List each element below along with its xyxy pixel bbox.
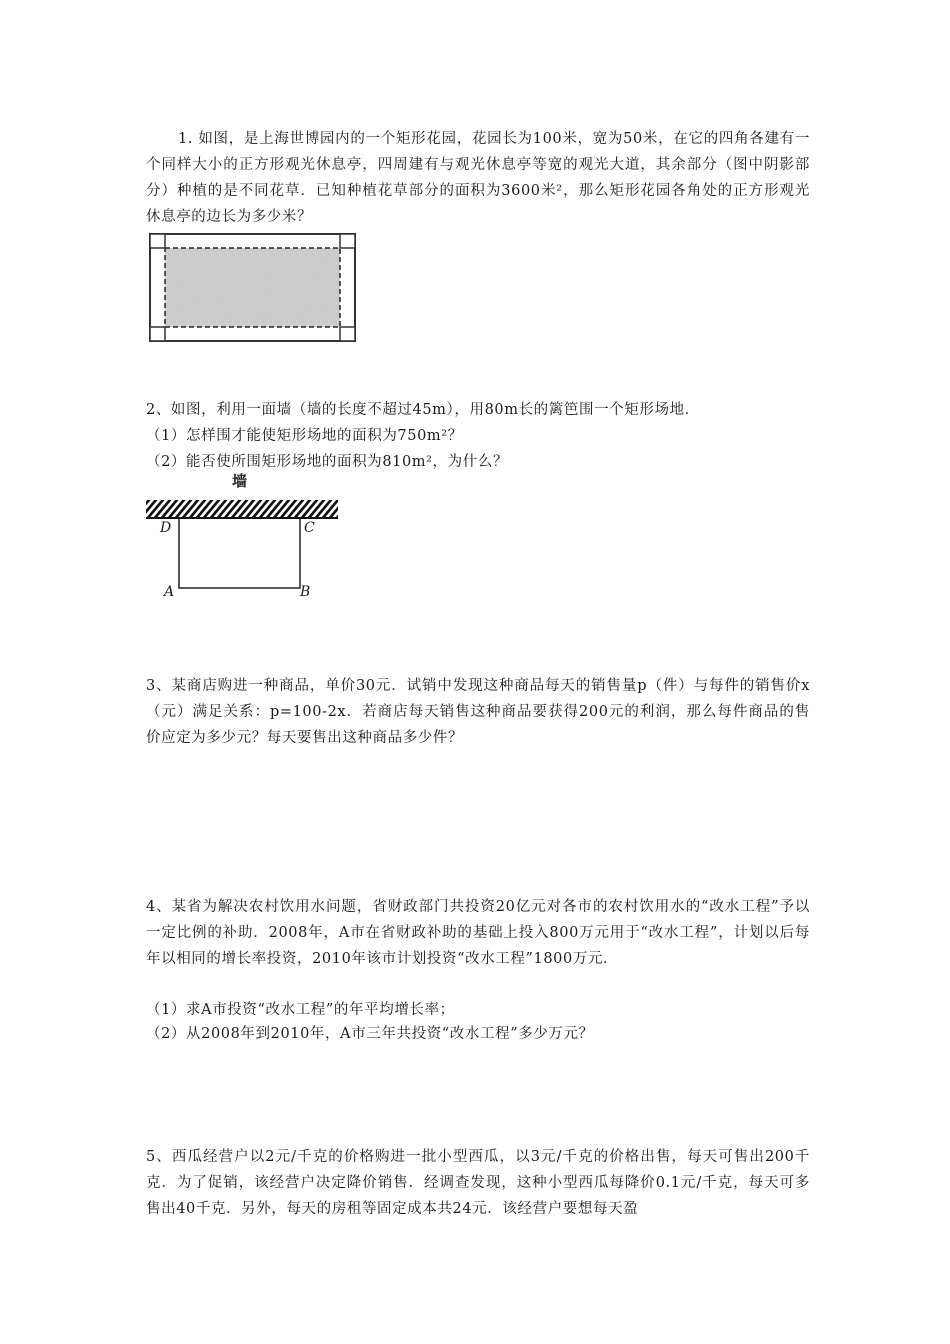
corner-label-a: A — [164, 584, 175, 600]
question-4-part-2: （2）从2008年到2010年，A市三年共投资“改水工程”多少万元？ — [146, 1026, 594, 1042]
worksheet-page — [146, 0, 810, 1344]
question-5: 5、西瓜经营户以2元/千克的价格购进一批小型西瓜，以3元/千克的价格出售，每天可售出200千克．为了促销，该经营户决定降价销售．经调查发现，这种小型西瓜每降价0.1元/千克，每天可多售出40千克．另外，每天的房租等固定成本共24元．该经营户要想每天盈 — [146, 1149, 810, 1217]
question-4-part-1: （1）求A市投资“改水工程”的年平均增长率； — [146, 1002, 455, 1018]
pavilion-bottom-right — [340, 327, 355, 341]
question-3: 3、某商店购进一种商品，单价30元．试销中发现这种商品每天的销售量p（件）与每件的销售价x（元）满足关系：p=100-2x．若商店每天销售这种商品要获得200元的利润，那么每件商品的售价应定为多少元？每天要售出这种商品多少件？ — [146, 678, 810, 746]
fence-rectangle — [179, 518, 300, 588]
corner-label-c: C — [304, 520, 315, 536]
question-4: 4、某省为解决农村饮用水问题，省财政部门共投资20亿元对各市的农村饮用水的“改水工程”予以一定比例的补助．2008年，A市在省财政补助的基础上投入800万元用于“改水工程”，计划以后每年以相同的增长率投资，2010年该市计划投资“改水工程”1800万元． — [146, 899, 810, 967]
question-2: 2、如图，利用一面墙（墙的长度不超过45m），用80m长的篱笆围一个矩形场地． — [146, 402, 700, 418]
question-1 — [146, 126, 810, 230]
pavilion-top-left — [150, 234, 165, 248]
pavilion-top-right — [340, 234, 355, 248]
question-2-part-2: （2）能否使所围矩形场地的面积为810m²，为什么？ — [146, 454, 509, 470]
corner-label-d: D — [160, 520, 172, 536]
wall-figure — [146, 468, 346, 608]
question-2-part-1: （1）怎样围才能使矩形场地的面积为750m²？ — [146, 428, 463, 444]
corner-label-b: B — [300, 584, 311, 600]
question-1-text: 1. 如图，是上海世博园内的一个矩形花园，花园长为100米，宽为50米，在它的四角各建有一个同样大小的正方形观光休息亭，四周建有与观光休息亭等宽的观光大道，其余部分（图中阴影部分）种植的是不同花草．已知种植花草部分的面积为3600米²，那么矩形花园各角处的正方形观光休息亭的边长为多少米？ — [146, 131, 810, 225]
wall-label: 墙 — [232, 472, 248, 490]
wall-hatching — [146, 500, 338, 518]
garden-figure — [146, 232, 360, 348]
pavilion-bottom-left — [150, 327, 165, 341]
